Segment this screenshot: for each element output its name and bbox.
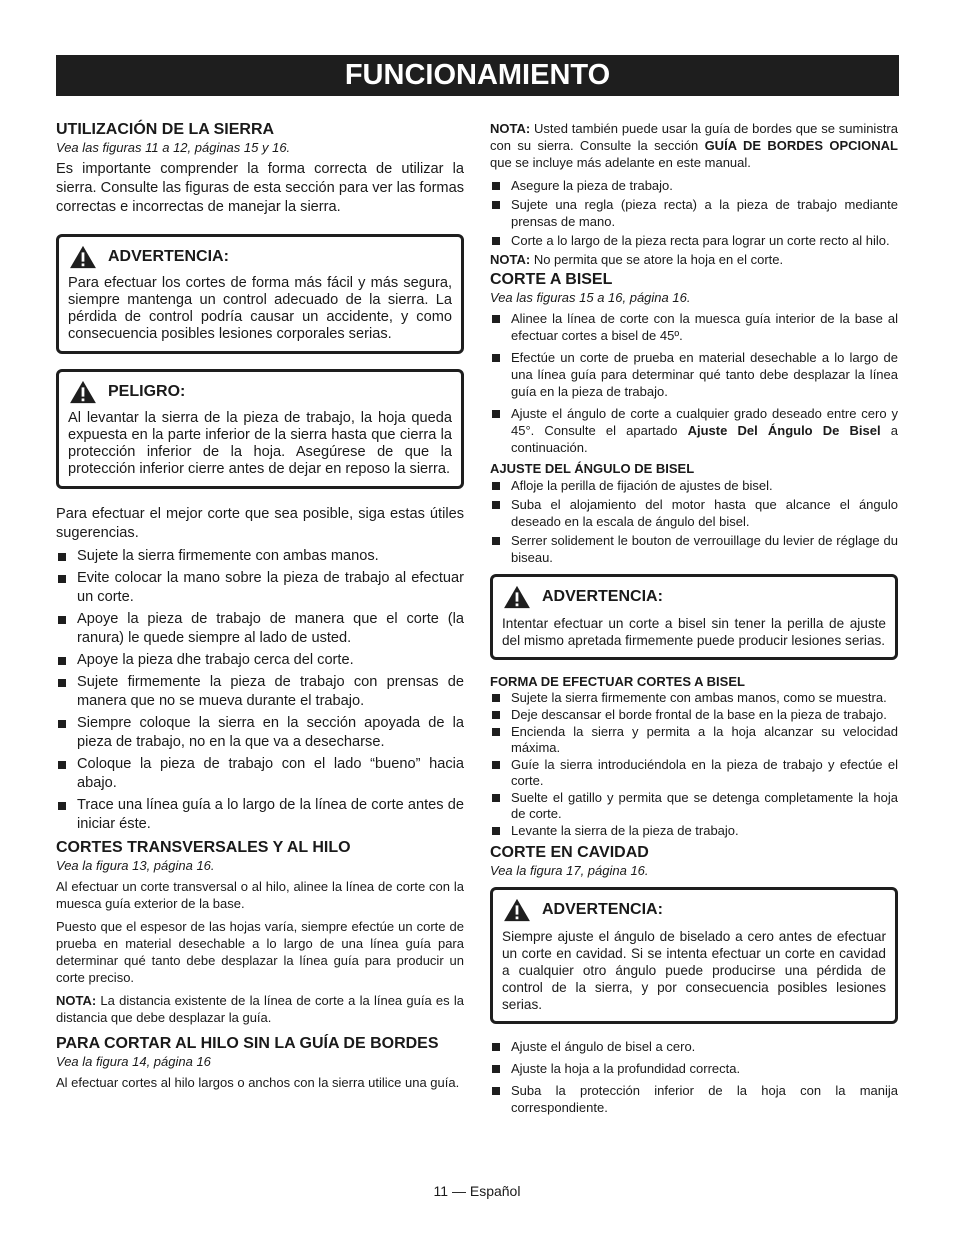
warning-text: Siempre ajuste el ángulo de biselado a cero antes de efectuar un corte en cavidad. Si se intenta efectuar un corte en cavidad a cualquier otro ángulo puede producirse una pérdida de control de la sierra, y por consecuencia posibles lesiones serias. xyxy=(502,929,886,1012)
paragraph: Puesto que el espesor de las hojas varía, siempre efectúe un corte de prueba en material desechable a lo largo de una línea guía para determinar qué tanto debe desplazar la línea guía para producir un corte preciso. xyxy=(56,919,464,985)
page-title: FUNCIONAMIENTO xyxy=(56,55,899,96)
list-item: Levante la sierra de la pieza de trabajo. xyxy=(490,823,898,839)
how-steps-list xyxy=(490,690,898,839)
warning-text: Para efectuar los cortes de forma más fácil y más segura, siempre mantenga un control adecuado de la sierra. La pérdida de control podría causar un accidente, y como consecuencia posibles lesiones corporales serias. xyxy=(68,275,452,342)
list-item: Trace una línea guía a lo largo de la línea de corte antes de iniciar éste. xyxy=(56,796,464,834)
list-item: Ajuste la hoja a la profundidad correcta. xyxy=(490,1060,898,1077)
section-heading-how-to-bevel: FORMA DE EFECTUAR CORTES A BISEL xyxy=(490,674,745,689)
note: NOTA: No permita que se atore la hoja en el corte. xyxy=(490,252,784,267)
list-item: Evite colocar la mano sobre la pieza de trabajo al efectuar un corte. xyxy=(56,569,464,607)
section-heading-bevel-adjust: AJUSTE DEL ÁNGULO DE BISEL xyxy=(490,461,695,476)
left-column xyxy=(56,120,464,1091)
note: NOTA: Usted también puede usar la guía de bordes que se suministra con su sierra. Consulte la sección GUÍA DE BORDES OPCIONAL que se incluye más adelante en este manual. xyxy=(490,121,898,170)
list-item: Sujete una regla (pieza recta) a la pieza de trabajo mediante prensas de mano. xyxy=(490,196,898,230)
warning-triangle-icon xyxy=(502,585,532,609)
paragraph: Para efectuar el mejor corte que sea posible, siga estas útiles sugerencias. xyxy=(56,506,464,541)
list-item: Sujete la sierra firmemente con ambas manos. xyxy=(56,547,464,566)
right-column xyxy=(490,120,898,1118)
warning-box xyxy=(490,574,898,660)
danger-box xyxy=(56,369,464,489)
warning-triangle-icon xyxy=(68,380,98,404)
list-item: Guíe la sierra introduciéndola en la pieza de trabajo y efectúe el corte. xyxy=(490,757,898,789)
page-number: 11 — Español xyxy=(433,1183,521,1199)
figure-reference: Vea la figura 14, página 16 xyxy=(56,1054,211,1069)
list-item: Asegure la pieza de trabajo. xyxy=(490,177,898,194)
list-item: Corte a lo largo de la pieza recta para lograr un corte recto al hilo. xyxy=(490,232,898,249)
paragraph: Al efectuar cortes al hilo largos o anchos con la sierra utilice una guía. xyxy=(56,1075,460,1090)
paragraph: Es importante comprender la forma correcta de utilizar la sierra. Consulte las figuras de esta sección para ver las formas correctas e incorrectas de manejar la sierra. xyxy=(56,161,464,215)
danger-text: Al levantar la sierra de la pieza de trabajo, la hoja queda expuesta en la parte inferior de la sierra hasta que cierra la protección inferior de la hoja. Asegúrese de que la protección inferior cierre antes de dejar en reposo la sierra. xyxy=(68,410,452,477)
list-item: Ajuste el ángulo de corte a cualquier grado deseado entre cero y 45°. Consulte el apartado Ajuste Del Ángulo De Bisel a continuación. xyxy=(490,405,898,456)
list-item: Afloje la perilla de fijación de ajustes de bisel. xyxy=(490,477,898,494)
list-item: Encienda la sierra y permita a la hoja alcanzar su velocidad máxima. xyxy=(490,724,898,756)
figure-reference: Vea la figura 17, página 16. xyxy=(490,863,649,878)
paragraph: Al efectuar un corte transversal o al hilo, alinee la línea de corte con la muesca guía exterior de la base. xyxy=(56,879,464,911)
list-item: Suba el alojamiento del motor hasta que alcance el ángulo deseado en la escala de ángulo del bisel. xyxy=(490,496,898,530)
section-heading-pocket-cut: CORTE EN CAVIDAD xyxy=(490,844,649,861)
list-item: Ajuste el ángulo de bisel a cero. xyxy=(490,1038,898,1055)
list-item: Apoye la pieza de trabajo de manera que el corte (la ranura) le quede siempre al lado de usted. xyxy=(56,610,464,648)
list-item: Suelte el gatillo y permita que se detenga completamente la hoja de corte. xyxy=(490,790,898,822)
list-item: Efectúe un corte de prueba en material desechable a lo largo de una línea guía para determinar qué tanto debe desplazar la línea guía en la pieza de trabajo. xyxy=(490,349,898,400)
section-heading-crosscuts: CORTES TRANSVERSALES Y AL HILO xyxy=(56,839,351,856)
list-item: Apoye la pieza dhe trabajo cerca del corte. xyxy=(56,651,464,670)
section-heading-bevel-cut: CORTE A BISEL xyxy=(490,271,613,288)
list-item: Sujete la sierra firmemente con ambas manos, como se muestra. xyxy=(490,690,898,706)
list-item: Deje descansar el borde frontal de la base en la pieza de trabajo. xyxy=(490,707,898,723)
warning-text: Intentar efectuar un corte a bisel sin tener la perilla de ajuste del mismo apretada firmemente puede producir lesiones serias. xyxy=(502,616,886,648)
figure-reference: Vea las figuras 15 a 16, página 16. xyxy=(490,290,691,305)
warning-box xyxy=(56,234,464,354)
note: NOTA: La distancia existente de la línea de corte a la línea guía es la distancia que debe desplazar la guía. xyxy=(56,993,464,1025)
list-item: Coloque la pieza de trabajo con el lado “bueno” hacia abajo. xyxy=(56,755,464,793)
list-item: Alinee la línea de corte con la muesca guía interior de la base al efectuar cortes a bisel de 45º. xyxy=(490,310,898,344)
list-item: Serrer solidement le bouton de verrouillage du levier de réglage du biseau. xyxy=(490,532,898,566)
rip-steps-list xyxy=(490,177,898,249)
warning-title: ADVERTENCIA: xyxy=(542,588,663,605)
danger-title: PELIGRO: xyxy=(108,383,186,400)
warning-title: ADVERTENCIA: xyxy=(542,901,663,918)
warning-triangle-icon xyxy=(502,898,532,922)
figure-reference: Vea las figuras 11 a 12, páginas 15 y 16. xyxy=(56,140,291,155)
figure-reference: Vea la figura 13, página 16. xyxy=(56,858,215,873)
warning-triangle-icon xyxy=(68,245,98,269)
bevel-steps-list xyxy=(490,310,898,456)
section-heading-using-saw: UTILIZACIÓN DE LA SIERRA xyxy=(56,121,275,138)
warning-title: ADVERTENCIA: xyxy=(108,248,229,265)
list-item: Sujete firmemente la pieza de trabajo con prensas de manera que no se mueva durante el trabajo. xyxy=(56,673,464,711)
tips-list xyxy=(56,547,464,834)
list-item: Siempre coloque la sierra en la sección apoyada de la pieza de trabajo, no en la que va a desecharse. xyxy=(56,714,464,752)
section-heading-rip-without-guide: PARA CORTAR AL HILO SIN LA GUÍA DE BORDES xyxy=(56,1035,439,1052)
warning-box xyxy=(490,887,898,1024)
adjust-steps-list xyxy=(490,477,898,566)
list-item: Suba la protección inferior de la hoja con la manija correspondiente. xyxy=(490,1082,898,1116)
pocket-steps-list xyxy=(490,1038,898,1116)
